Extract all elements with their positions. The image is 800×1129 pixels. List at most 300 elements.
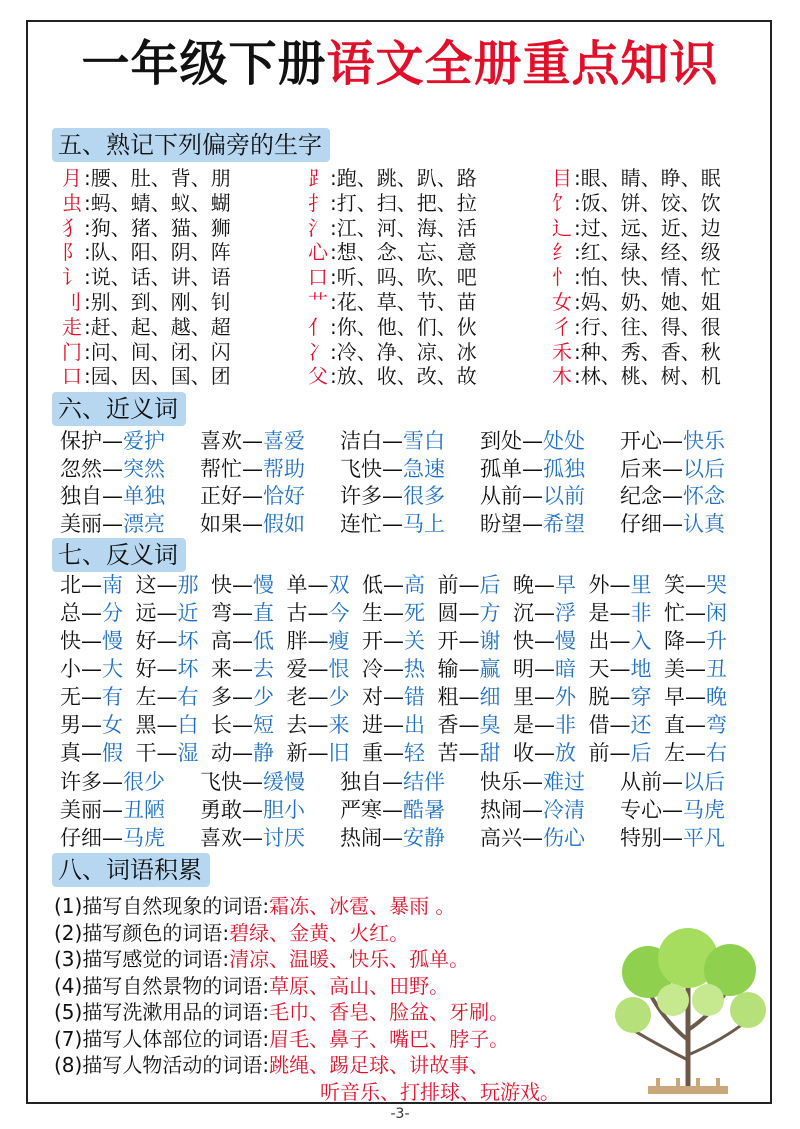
word-term: 左: [135, 685, 157, 709]
radical-entry: [60, 315, 231, 339]
radical-entry: [550, 290, 721, 314]
word-match: 假如: [263, 511, 305, 536]
accumulation-item: [54, 1025, 509, 1053]
dash: —: [685, 685, 706, 709]
word-term: 粗: [437, 685, 459, 709]
radical-glyph: 走: [62, 314, 82, 339]
word-term: 忙: [664, 601, 685, 625]
word-term: 总: [60, 601, 81, 625]
dash: —: [609, 741, 631, 765]
word-term: 真: [60, 741, 81, 765]
word-match: 浮: [555, 601, 576, 625]
word-pair: [589, 739, 652, 767]
word-pair: [620, 455, 725, 483]
word-pair: [60, 711, 123, 739]
word-match: 去: [253, 657, 274, 681]
radical-glyph: ⻊: [308, 166, 328, 190]
word-match: 右: [177, 685, 199, 709]
word-pair: [664, 627, 727, 655]
radical-entry: [550, 340, 721, 364]
word-match: 升: [706, 629, 727, 653]
radical-words: :你、他、们、伙: [330, 314, 477, 339]
word-pair: [362, 683, 425, 711]
accumulation-label: (2)描写颜色的词语:: [54, 920, 230, 945]
word-match: 轻: [404, 741, 425, 765]
word-match: 缓慢: [263, 770, 305, 794]
word-pair: [136, 683, 199, 711]
dash: —: [662, 456, 683, 481]
dash: —: [383, 657, 404, 681]
word-match: 有: [102, 685, 123, 709]
word-match: 丑: [706, 657, 727, 681]
word-match: 热: [404, 657, 425, 681]
word-match: 孤独: [543, 456, 585, 481]
radical-glyph: 扌: [308, 190, 328, 215]
accumulation-value: 清凉、温暖、快乐、孤单。: [229, 947, 470, 971]
word-match: 湿: [177, 741, 199, 765]
dash: —: [522, 511, 543, 536]
radical-entry: [550, 364, 721, 388]
accumulation-label: (5)描写洗漱用品的词语:: [54, 1000, 270, 1024]
word-pair: [60, 768, 165, 796]
word-match: 非: [630, 601, 652, 625]
section-accumulation-header: 八、词语积累: [52, 853, 210, 887]
dash: —: [522, 456, 543, 481]
word-term: 开: [437, 629, 459, 653]
word-pair: [287, 599, 350, 627]
word-match: 低: [253, 629, 274, 653]
radical-words: :江、河、海、活: [330, 215, 477, 240]
word-match: 很少: [123, 770, 165, 794]
section-synonyms-header: 六、近义词: [52, 392, 186, 426]
word-pair: [513, 655, 576, 683]
dash: —: [102, 484, 123, 508]
word-pair: [480, 796, 585, 824]
accumulation-value: 毛巾、香皂、脸盆、牙刷。: [269, 1000, 510, 1024]
word-pair: [60, 455, 165, 483]
word-pair: [211, 683, 274, 711]
dash: —: [522, 798, 543, 822]
word-match: 以前: [543, 484, 585, 508]
word-term: 高: [211, 629, 232, 653]
word-match: 以后: [683, 770, 725, 794]
radical-words: :饭、饼、饺、饮: [574, 190, 721, 215]
word-term: 进: [362, 713, 383, 737]
word-pair: [60, 739, 123, 767]
word-match: 马虎: [683, 798, 725, 822]
word-term: 单: [286, 573, 308, 597]
dash: —: [662, 826, 683, 850]
accumulation-value: 眉毛、鼻子、嘴巴、脖子。: [269, 1026, 510, 1051]
radical-words: :说、话、讲、语: [84, 265, 231, 290]
word-term: 飞快: [200, 770, 242, 794]
word-term: 好: [135, 657, 157, 681]
word-match: 出: [404, 713, 425, 737]
word-match: 冷清: [543, 798, 585, 822]
word-pair: [211, 627, 274, 655]
word-match: 少: [253, 685, 274, 709]
word-term: 是: [588, 601, 610, 625]
dash: —: [81, 601, 102, 625]
radical-words: :想、念、忘、意: [330, 240, 477, 265]
word-pair: [340, 482, 445, 510]
radical-words: :园、因、国、团: [84, 364, 231, 389]
word-term: 特别: [620, 826, 662, 850]
word-term: 重: [362, 741, 383, 765]
word-term: 仔细: [60, 826, 102, 850]
dash: —: [102, 826, 123, 850]
accumulation-value: 草原、高山、田野。: [269, 973, 450, 998]
dash: —: [383, 741, 404, 765]
dash: —: [609, 713, 631, 737]
dash: —: [382, 798, 403, 822]
word-pair: [513, 683, 576, 711]
word-term: 降: [664, 629, 685, 653]
word-match: 短: [253, 713, 274, 737]
dash: —: [685, 741, 706, 765]
dash: —: [307, 657, 329, 681]
dash: —: [609, 601, 631, 625]
dash: —: [383, 685, 404, 709]
word-match: 暗: [555, 657, 576, 681]
dash: —: [662, 484, 683, 508]
word-term: 洁白: [340, 429, 382, 453]
word-match: 早: [555, 573, 576, 597]
word-match: 双: [328, 573, 350, 597]
word-match: 分: [102, 601, 123, 625]
word-pair: [136, 655, 199, 683]
word-pair: [620, 427, 725, 455]
dash: —: [242, 484, 263, 508]
radical-words: :眼、睛、睁、眠: [574, 166, 721, 190]
dash: —: [383, 713, 404, 737]
word-term: 是: [513, 713, 534, 737]
radical-glyph: 辶: [552, 215, 572, 240]
radical-words: :赶、起、越、超: [84, 314, 231, 339]
word-pair: [287, 655, 350, 683]
accumulation-label: (7)描写人体部位的词语:: [54, 1026, 270, 1051]
word-term: 脱: [588, 685, 610, 709]
word-pair: [340, 510, 445, 538]
dash: —: [685, 601, 706, 625]
word-match: 坏: [177, 629, 199, 653]
radical-words: :花、草、节、苗: [330, 290, 477, 314]
word-pair: [211, 711, 274, 739]
radical-entry: [60, 265, 231, 289]
radical-entry: [60, 240, 231, 264]
word-match: 慢: [253, 573, 274, 597]
word-pair: [211, 739, 274, 767]
word-match: 处处: [543, 429, 585, 453]
accumulation-label: (3)描写感觉的词语:: [54, 947, 230, 971]
accumulation-item: [54, 1051, 489, 1079]
dash: —: [609, 573, 631, 597]
word-term: 借: [588, 713, 610, 737]
word-term: 动: [211, 741, 232, 765]
radical-entry: [550, 315, 721, 339]
word-match: 后: [479, 573, 501, 597]
word-match: 以后: [683, 456, 725, 481]
word-pair: [438, 739, 501, 767]
dash: —: [534, 629, 555, 653]
accumulation-label: (8)描写人物活动的词语:: [54, 1053, 270, 1077]
dash: —: [383, 629, 404, 653]
radical-entry: [550, 216, 721, 240]
radical-entry: [60, 166, 231, 190]
accumulation-item: [54, 998, 509, 1026]
dash: —: [307, 741, 329, 765]
radical-glyph: 艹: [308, 290, 328, 314]
word-pair: [60, 683, 123, 711]
word-term: 生: [362, 601, 383, 625]
word-term: 老: [286, 685, 308, 709]
radical-glyph: 纟: [552, 240, 572, 265]
word-pair: [589, 571, 652, 599]
dash: —: [382, 511, 403, 536]
dash: —: [662, 798, 683, 822]
word-term: 独自: [60, 484, 102, 508]
word-term: 多: [211, 685, 232, 709]
word-match: 马虎: [123, 826, 165, 850]
word-match: 喜爱: [263, 429, 305, 453]
word-pair: [513, 599, 576, 627]
word-match: 雪白: [403, 429, 445, 453]
word-term: 美丽: [60, 798, 102, 822]
word-pair: [513, 739, 576, 767]
radical-glyph: 刂: [62, 290, 82, 314]
word-pair: [589, 711, 652, 739]
word-pair: [620, 510, 725, 538]
word-term: 专心: [620, 798, 662, 822]
radical-words: :冷、净、凉、冰: [330, 339, 477, 364]
dash: —: [232, 601, 253, 625]
word-pair: [136, 739, 199, 767]
word-match: 认真: [683, 511, 725, 536]
word-term: 快: [513, 629, 534, 653]
word-match: 慢: [102, 629, 123, 653]
word-term: 收: [513, 741, 534, 765]
dash: —: [458, 657, 480, 681]
word-pair: [60, 510, 165, 538]
dash: —: [242, 826, 263, 850]
word-term: 喜欢: [200, 826, 242, 850]
word-pair: [362, 739, 425, 767]
radical-glyph: 月: [62, 166, 82, 190]
word-term: 低: [362, 573, 383, 597]
dash: —: [534, 657, 555, 681]
word-term: 晚: [513, 573, 534, 597]
radical-glyph: 忄: [552, 265, 572, 290]
word-term: 长: [211, 713, 232, 737]
radical-glyph: 禾: [552, 339, 572, 364]
word-pair: [513, 627, 576, 655]
word-term: 从前: [480, 484, 522, 508]
dash: —: [307, 601, 329, 625]
word-match: 难过: [543, 770, 585, 794]
radical-words: :妈、奶、她、姐: [574, 290, 721, 314]
dash: —: [534, 713, 555, 737]
word-match: 慢: [555, 629, 576, 653]
word-match: 入: [630, 629, 652, 653]
dash: —: [232, 713, 253, 737]
accumulation-value: 霜冻、冰雹、暴雨 。: [269, 894, 456, 918]
accumulation-label: (4)描写自然景物的词语:: [54, 973, 270, 998]
word-pair: [480, 427, 585, 455]
word-term: 快乐: [480, 770, 522, 794]
radical-words: :跑、跳、趴、路: [330, 166, 477, 190]
radical-glyph: 阝: [62, 240, 82, 265]
radical-glyph: 饣: [552, 190, 572, 215]
word-match: 白: [177, 713, 199, 737]
word-pair: [664, 739, 727, 767]
radical-entry: [306, 166, 477, 190]
word-term: 无: [60, 685, 81, 709]
word-term: 出: [588, 629, 610, 653]
radical-words: :腰、肚、背、朋: [84, 166, 231, 190]
word-match: 很多: [403, 484, 445, 508]
word-term: 古: [286, 601, 308, 625]
word-term: 许多: [60, 770, 102, 794]
radical-entry: [60, 364, 231, 388]
word-pair: [362, 599, 425, 627]
word-pair: [200, 482, 305, 510]
accumulation-item: [54, 1078, 560, 1106]
word-pair: [664, 711, 727, 739]
dash: —: [156, 685, 178, 709]
word-pair: [438, 655, 501, 683]
dash: —: [242, 798, 263, 822]
dash: —: [102, 511, 123, 536]
word-match: 地: [630, 657, 652, 681]
dash: —: [685, 573, 706, 597]
dash: —: [534, 601, 555, 625]
word-match: 瘦: [328, 629, 350, 653]
tree-illustration-icon: [608, 920, 768, 1100]
dash: —: [458, 741, 480, 765]
word-pair: [136, 571, 199, 599]
word-pair: [60, 599, 123, 627]
word-term: 热闹: [340, 826, 382, 850]
word-term: 许多: [340, 484, 382, 508]
word-pair: [362, 711, 425, 739]
word-match: 外: [555, 685, 576, 709]
dash: —: [232, 685, 253, 709]
word-term: 天: [588, 657, 610, 681]
word-term: 早: [664, 685, 685, 709]
word-term: 盼望: [480, 511, 522, 536]
word-pair: [513, 571, 576, 599]
radical-words: :问、间、闭、闪: [84, 339, 231, 364]
word-match: 闲: [706, 601, 727, 625]
word-pair: [211, 655, 274, 683]
word-pair: [438, 599, 501, 627]
word-match: 死: [404, 601, 425, 625]
word-pair: [60, 796, 165, 824]
radical-words: :红、绿、经、级: [574, 240, 721, 265]
radical-glyph: 口: [308, 265, 328, 290]
radical-entry: [60, 191, 231, 215]
word-match: 穿: [630, 685, 652, 709]
word-match: 伤心: [543, 826, 585, 850]
word-match: 甜: [479, 741, 501, 765]
dash: —: [156, 713, 178, 737]
word-term: 忽然: [60, 456, 102, 481]
radical-entry: [60, 290, 231, 314]
dash: —: [156, 657, 178, 681]
section-antonyms-header: 七、反义词: [52, 538, 186, 572]
dash: —: [522, 484, 543, 508]
word-term: 苦: [437, 741, 459, 765]
radical-entry: [306, 364, 477, 388]
radical-glyph: 口: [62, 364, 82, 389]
word-term: 热闹: [480, 798, 522, 822]
word-pair: [211, 571, 274, 599]
radical-words: :种、秀、香、秋: [574, 339, 721, 364]
radical-glyph: 目: [552, 166, 572, 190]
word-term: 圆: [437, 601, 459, 625]
word-term: 快: [211, 573, 232, 597]
word-pair: [60, 627, 123, 655]
word-term: 从前: [620, 770, 662, 794]
dash: —: [458, 601, 480, 625]
dash: —: [232, 657, 253, 681]
word-term: 帮忙: [200, 456, 242, 481]
radical-entry: [306, 216, 477, 240]
word-match: 平凡: [683, 826, 725, 850]
dash: —: [81, 573, 102, 597]
word-pair: [340, 768, 445, 796]
dash: —: [382, 484, 403, 508]
word-match: 南: [102, 573, 123, 597]
radical-glyph: 女: [552, 290, 572, 314]
word-match: 还: [630, 713, 652, 737]
radical-entry: [550, 191, 721, 215]
word-pair: [200, 796, 305, 824]
dash: —: [156, 573, 178, 597]
word-match: 结伴: [403, 770, 445, 794]
word-term: 去: [286, 713, 308, 737]
radical-glyph: 氵: [308, 215, 328, 240]
word-match: 假: [102, 741, 123, 765]
word-match: 帮助: [263, 456, 305, 481]
dash: —: [383, 573, 404, 597]
word-pair: [60, 427, 165, 455]
word-pair: [211, 599, 274, 627]
word-pair: [60, 571, 123, 599]
word-pair: [200, 455, 305, 483]
word-match: 晚: [706, 685, 727, 709]
radical-words: :蚂、蜻、蚁、蝴: [84, 190, 231, 215]
dash: —: [522, 826, 543, 850]
word-pair: [340, 796, 445, 824]
dash: —: [81, 685, 102, 709]
title-red: 语文全册重点知识: [326, 36, 719, 92]
word-pair: [340, 455, 445, 483]
radical-glyph: 心: [308, 240, 328, 265]
word-pair: [480, 510, 585, 538]
word-match: 大: [102, 657, 123, 681]
word-pair: [589, 599, 652, 627]
word-pair: [480, 768, 585, 796]
word-term: 干: [135, 741, 157, 765]
radical-glyph: 虫: [62, 190, 82, 215]
word-match: 哭: [706, 573, 727, 597]
word-term: 飞快: [340, 456, 382, 481]
title-black: 一年级下册: [81, 36, 327, 92]
word-term: 胖: [286, 629, 308, 653]
word-match: 女: [102, 713, 123, 737]
radical-glyph: 彳: [552, 314, 572, 339]
